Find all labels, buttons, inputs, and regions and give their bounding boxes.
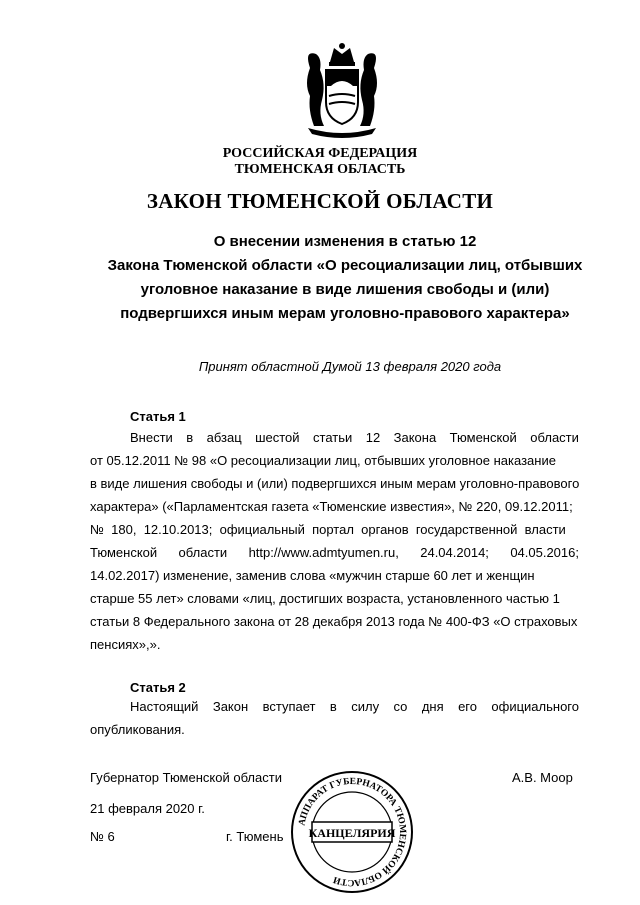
text-line: от 05.12.2011 № 98 «О ресоциализации лиц, отбывших уголовное наказание: [90, 453, 556, 468]
subject-line: О внесении изменения в статью 12: [213, 233, 477, 250]
text-line: статьи 8 Федерального закона от 28 декабря 2013 года № 400-ФЗ «О страховых: [90, 614, 578, 629]
text-line: опубликования.: [90, 722, 185, 737]
signatory-name: А.В. Моор: [512, 770, 573, 785]
signatory-position: Губернатор Тюменской области: [90, 770, 282, 785]
law-subject: [90, 230, 600, 326]
signing-city: г. Тюмень: [226, 829, 284, 844]
text-line: пенсиях»,».: [90, 637, 161, 652]
text-line: характера» («Парламентская газета «Тюменские известия», № 220, 09.12.2011;: [90, 499, 573, 514]
subject-line: подвергшихся иным мерам уголовно-правового характера»: [120, 305, 570, 322]
text-line: Тюменской области http://www.admtyumen.ru, 24.04.2014; 04.05.2016;: [90, 545, 579, 560]
subject-line: Закона Тюменской области «О ресоциализации лиц, отбывших: [107, 257, 583, 274]
country-heading: РОССИЙСКАЯ ФЕДЕРАЦИЯ: [222, 146, 418, 161]
tyumen-coat-of-arms-icon: [298, 40, 386, 140]
article-1-text: [90, 426, 579, 656]
stamp-ring-text: АППАРАТ ГУБЕРНАТОРА ТЮМЕНСКОЙ ОБЛАСТИ: [297, 776, 408, 888]
stamp-center-text: КАНЦЕЛЯРИЯ: [308, 826, 396, 840]
text-line: Внести в абзац шестой статьи 12 Закона Тюменской области: [130, 430, 579, 445]
article-1-heading: Статья 1: [130, 409, 186, 424]
text-line: № 180, 12.10.2013; официальный портал органов государственной власти: [90, 522, 566, 537]
law-title: ЗАКОН ТЮМЕНСКОЙ ОБЛАСТИ: [146, 189, 494, 213]
adoption-note: Принят областной Думой 13 февраля 2020 года: [198, 359, 502, 374]
subject-line: уголовное наказание в виде лишения свободы и (или): [140, 281, 550, 298]
region-heading: ТЮМЕНСКАЯ ОБЛАСТЬ: [234, 162, 406, 177]
text-line: старше 55 лет» словами «лиц, достигших возраста, установленного частью 1: [90, 591, 560, 606]
text-line: в виде лишения свободы и (или) подвергшихся иным мерам уголовно-правового: [90, 476, 580, 491]
text-line: 14.02.2017) изменение, заменив слова «мужчин старше 60 лет и женщин: [90, 568, 535, 583]
office-stamp-icon: [290, 770, 414, 894]
text-line: Настоящий Закон вступает в силу со дня его официального: [130, 699, 579, 714]
article-2-text: [90, 695, 579, 741]
signing-date: 21 февраля 2020 г.: [90, 801, 205, 816]
article-2-heading: Статья 2: [130, 680, 186, 695]
law-number: № 6: [90, 829, 115, 844]
